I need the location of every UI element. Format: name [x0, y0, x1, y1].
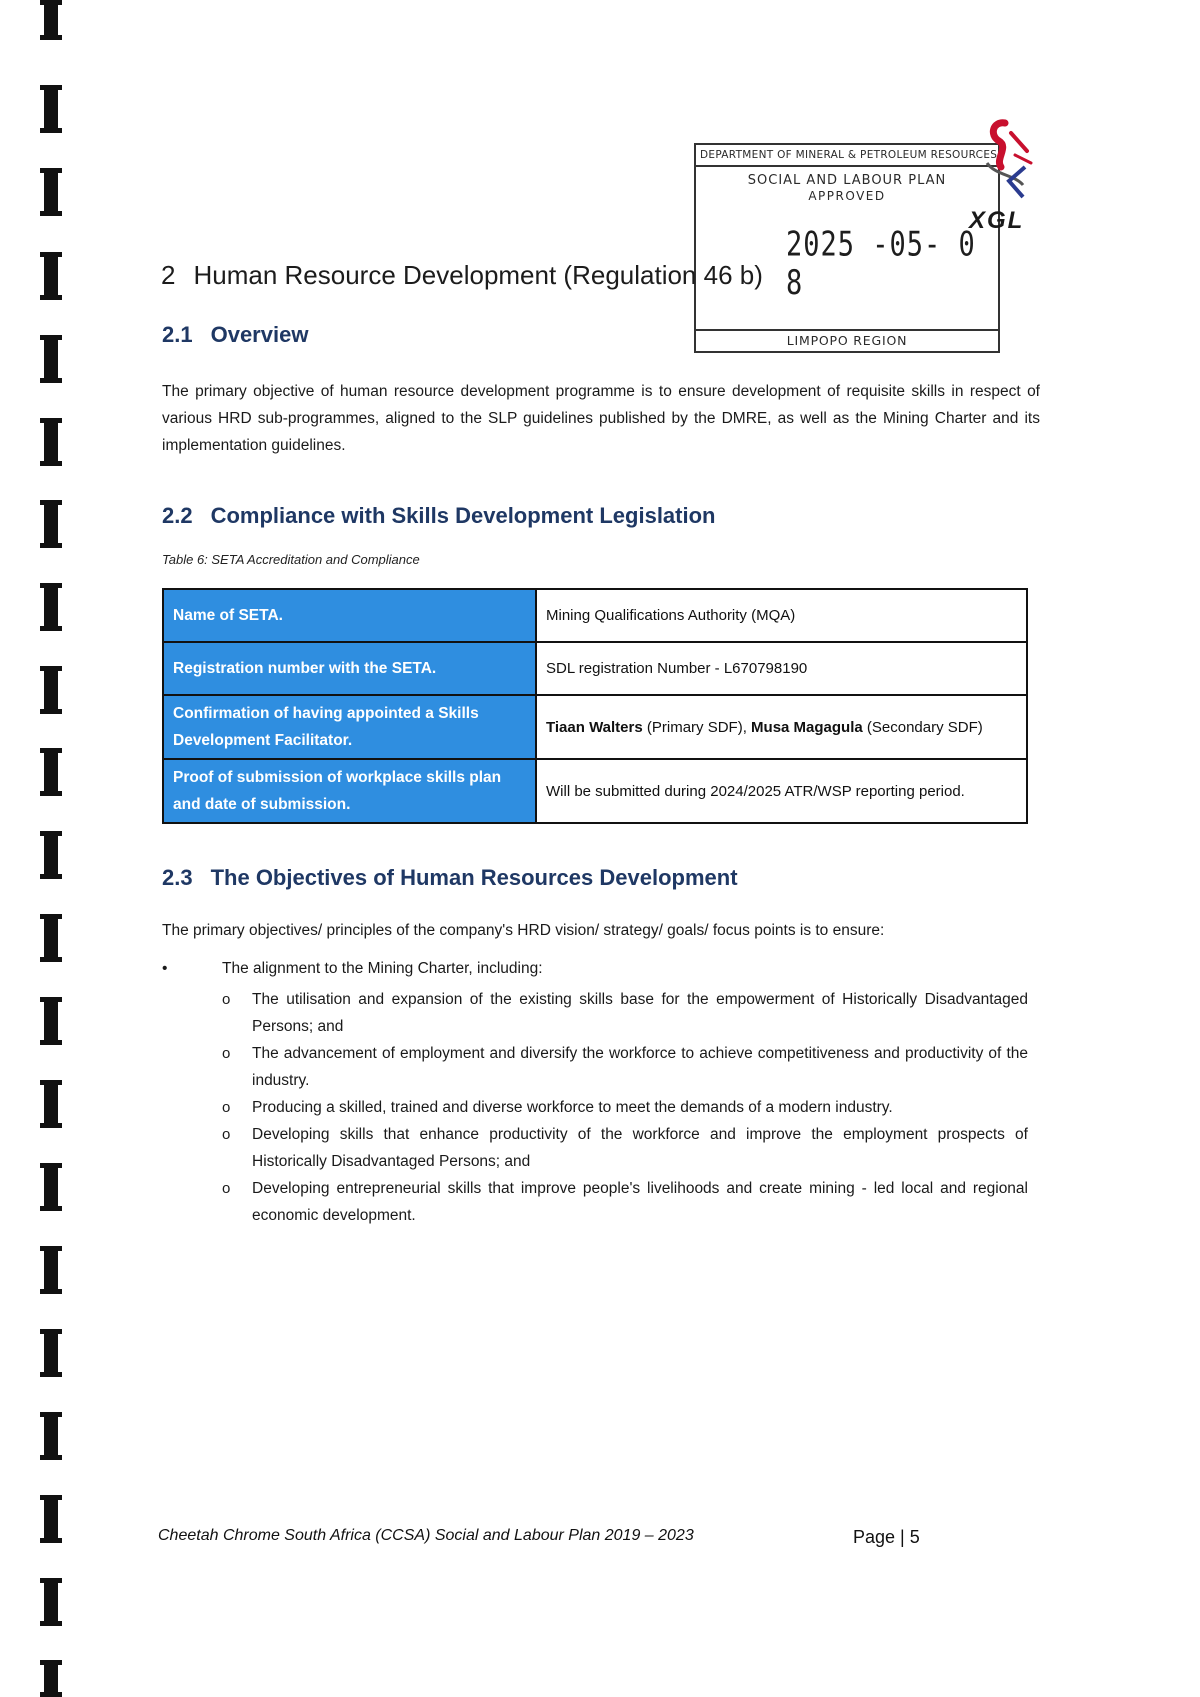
- binding-mark: [44, 85, 58, 133]
- seta-compliance-table: [162, 588, 1028, 824]
- binding-mark: [44, 418, 58, 466]
- objectives-lead: The primary objectives/ principles of the company's HRD vision/ strategy/ goals/ focus points is to ensure:: [162, 922, 885, 939]
- stamp-title: SOCIAL AND LABOUR PLAN: [747, 173, 947, 188]
- section-title: The Objectives of Human Resources Development: [210, 865, 738, 890]
- list-item: [222, 1175, 1028, 1229]
- primary-sdf-role: (Primary SDF),: [642, 718, 752, 736]
- binding-mark: [44, 748, 58, 796]
- list-item: [222, 1094, 1028, 1121]
- binding-mark: [44, 1495, 58, 1543]
- binding-mark: [44, 1163, 58, 1211]
- bullet-marker: •: [162, 960, 168, 977]
- binding-mark: [44, 252, 58, 300]
- stamp-region: LIMPOPO REGION: [696, 329, 998, 351]
- table-row: [163, 589, 1027, 642]
- section-number: 2.3: [162, 865, 193, 890]
- footer-document-title: Cheetah Chrome South Africa (CCSA) Social and Labour Plan 2019 – 2023: [158, 1527, 694, 1544]
- binding-mark: [44, 0, 58, 40]
- overview-paragraph: The primary objective of human resource development programme is to ensure development of requisite skills in respect of various HRD sub-programmes, aligned to the SLP guidelines published by the DMRE, as well as the Mining Charter and its implementation guidelines.: [162, 383, 1040, 454]
- section-title: Compliance with Skills Development Legislation: [210, 503, 716, 528]
- table-value-cell: Will be submitted during 2024/2025 ATR/WSP reporting period.: [536, 759, 1027, 823]
- table-row: [163, 759, 1027, 823]
- sub-bullet-marker: o: [222, 1180, 231, 1197]
- table-caption: Table 6: SETA Accreditation and Compliance: [162, 552, 420, 567]
- table-label-cell: Proof of submission of workplace skills plan and date of submission.: [163, 759, 536, 823]
- list-item: [222, 986, 1028, 1040]
- list-item-text: Producing a skilled, trained and diverse workforce to meet the demands of a modern industry.: [252, 1099, 893, 1116]
- list-item-text: Developing entrepreneurial skills that improve people's livelihoods and create mining - led local and regional economic development.: [252, 1180, 1028, 1224]
- list-item: [222, 1040, 1028, 1094]
- table-value-cell: [536, 695, 1027, 759]
- binding-mark: [44, 500, 58, 548]
- binding-mark: [44, 1080, 58, 1128]
- table-label-cell: Name of SETA.: [163, 589, 536, 642]
- secondary-sdf-role: (Secondary SDF): [862, 718, 983, 736]
- list-item: [222, 1121, 1028, 1175]
- list-item-text: The advancement of employment and diversify the workforce to achieve competitiveness and productivity of the industry.: [252, 1045, 1028, 1089]
- section-number: 2.1: [162, 322, 193, 347]
- table-value-cell: Mining Qualifications Authority (MQA): [536, 589, 1027, 642]
- section-number: 2.2: [162, 503, 193, 528]
- table-label-cell: Registration number with the SETA.: [163, 642, 536, 695]
- table-value-cell: SDL registration Number - L670798190: [536, 642, 1027, 695]
- section-objectives-heading: [162, 865, 738, 891]
- page-title: [161, 260, 763, 291]
- list-item-text: The utilisation and expansion of the existing skills base for the empowerment of Historically Disadvantaged Persons; and: [252, 991, 1028, 1035]
- table-label-cell: Confirmation of having appointed a Skills Development Facilitator.: [163, 695, 536, 759]
- page-number: Page | 5: [853, 1527, 920, 1547]
- table-row: [163, 695, 1027, 759]
- binding-mark: [44, 1660, 58, 1697]
- secondary-sdf-name: Musa Magagula: [751, 718, 863, 736]
- binding-mark: [44, 168, 58, 216]
- binding-mark: [44, 1246, 58, 1294]
- objectives-sub-list: [222, 986, 1028, 1229]
- binding-mark: [44, 1329, 58, 1377]
- bullet-text: The alignment to the Mining Charter, including:: [222, 960, 543, 977]
- sub-bullet-marker: o: [222, 1099, 231, 1116]
- heading-title: Human Resource Development (Regulation 46 b): [193, 260, 763, 290]
- sub-bullet-marker: o: [222, 1045, 231, 1062]
- binding-mark: [44, 335, 58, 383]
- binding-mark: [44, 831, 58, 879]
- binding-mark: [44, 1578, 58, 1626]
- sub-bullet-marker: o: [222, 991, 231, 1008]
- heading-number: 2: [161, 260, 176, 290]
- binding-mark: [44, 666, 58, 714]
- binding-mark: [44, 1412, 58, 1460]
- stamp-status: APPROVED: [808, 189, 886, 203]
- section-overview-heading: [162, 322, 308, 348]
- stamp-date: 2025 -05- 0 8: [786, 225, 976, 303]
- section-title: Overview: [210, 322, 309, 347]
- primary-sdf-name: Tiaan Walters: [546, 718, 643, 736]
- logo-text: XGL: [969, 207, 1025, 234]
- sub-bullet-marker: o: [222, 1126, 231, 1143]
- binding-mark: [44, 914, 58, 962]
- table-row: [163, 642, 1027, 695]
- binding-mark: [44, 583, 58, 631]
- section-compliance-heading: [162, 503, 715, 529]
- binding-mark: [44, 997, 58, 1045]
- list-item-text: Developing skills that enhance productivity of the workforce and improve the employment prospects of Historically Disadvantaged Persons; and: [252, 1126, 1028, 1170]
- approval-stamp: [694, 143, 1000, 353]
- stamp-department: DEPARTMENT OF MINERAL & PETROLEUM RESOURCES: [696, 145, 998, 167]
